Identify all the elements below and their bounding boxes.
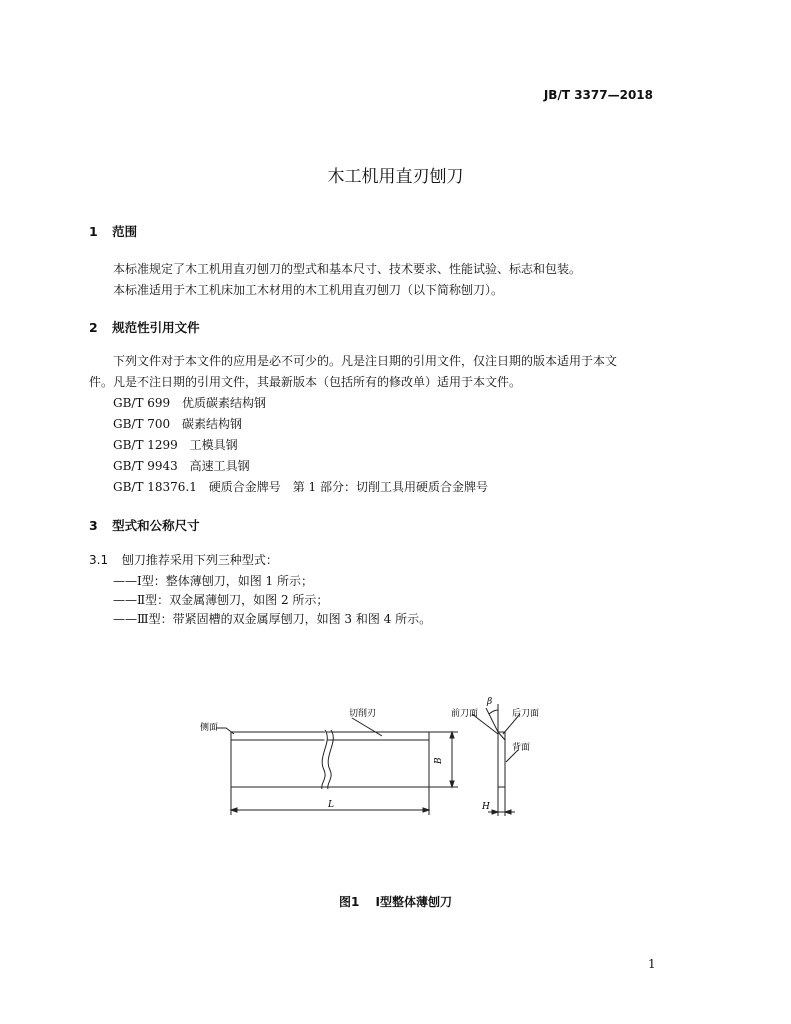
- clause-text: 刨刀推荐采用下列三种型式：: [121, 553, 278, 567]
- leader-cutting-edge: [352, 718, 382, 736]
- paragraph: 下列文件对于本文件的应用是必不可少的。凡是注日期的引用文件，仅注日期的版本适用于本文: [113, 354, 618, 368]
- reference-item: [113, 478, 488, 495]
- reference-item: [113, 436, 238, 453]
- reference-name: 碳素结构钢: [182, 417, 243, 431]
- caption-number: 图1: [338, 895, 360, 909]
- figure-1-caption: [0, 893, 791, 910]
- label-H: H: [482, 802, 490, 812]
- label-rake-face: 前刀面: [451, 709, 479, 719]
- clause-number: 3.1: [89, 553, 109, 567]
- list-item: ——Ⅱ型：双金属薄刨刀，如图 2 所示；: [113, 593, 329, 607]
- reference-name: 优质碳素结构钢: [182, 396, 267, 410]
- label-back-face: 背面: [512, 743, 531, 753]
- page-number: 1: [648, 957, 656, 971]
- paragraph: 本标准适用于木工机床加工木材用的木工机用直刃刨刀（以下简称刨刀）。: [113, 283, 504, 297]
- reference-name: 硬质合金牌号 第 1 部分：切削工具用硬质合金牌号: [208, 480, 488, 494]
- reference-code: GB/T 9943: [113, 459, 178, 473]
- list-item: ——Ⅰ型：整体薄刨刀，如图 1 所示；: [113, 574, 314, 588]
- section-3-title: 型式和公称尺寸: [112, 518, 200, 533]
- label-beta: β: [487, 697, 493, 707]
- list-item: ——Ⅲ型：带紧固槽的双金属厚刨刀，如图 3 和图 4 所示。: [113, 612, 432, 626]
- section-1-title: 范围: [112, 224, 138, 239]
- figure-1-drawing: [0, 690, 791, 830]
- reference-item: [113, 457, 250, 474]
- reference-name: 高速工具钢: [189, 459, 250, 473]
- blade-front-view: [216, 718, 458, 815]
- standard-number: JB/T 3377—2018: [543, 88, 653, 102]
- reference-code: GB/T 699: [113, 396, 171, 410]
- label-flank-face: 后刀面: [512, 709, 540, 719]
- blade-side-view: [472, 704, 520, 816]
- paragraph: 件。凡是不注日期的引用文件，其最新版本（包括所有的修改单）适用于本文件。: [89, 375, 522, 389]
- label-cutting-edge: 切削刃: [349, 709, 377, 719]
- paragraph: 本标准规定了木工机用直刃刨刀的型式和基本尺寸、技术要求、性能试验、标志和包装。: [113, 262, 582, 276]
- angle-beta-arc: [489, 710, 498, 714]
- reference-name: 工模具钢: [189, 438, 238, 452]
- section-3-heading: [89, 516, 200, 534]
- reference-code: GB/T 18376.1: [113, 480, 197, 494]
- label-side: 侧面: [200, 723, 219, 733]
- reference-item: [113, 394, 266, 411]
- section-1-number: 1: [89, 224, 98, 239]
- caption-text: Ⅰ型整体薄刨刀: [375, 895, 452, 909]
- clause-3-1: [89, 551, 278, 568]
- section-2-heading: [89, 318, 200, 336]
- break-line-right: [328, 730, 334, 789]
- label-B: B: [434, 757, 444, 764]
- section-1-heading: [89, 222, 137, 240]
- reference-code: GB/T 700: [113, 417, 171, 431]
- section-3-number: 3: [89, 518, 98, 533]
- reference-code: GB/T 1299: [113, 438, 178, 452]
- label-L: L: [328, 800, 334, 810]
- section-2-title: 规范性引用文件: [112, 320, 200, 335]
- document-title: 木工机用直刃刨刀: [327, 167, 464, 187]
- reference-item: [113, 415, 242, 432]
- section-outline: [498, 732, 505, 787]
- section-2-number: 2: [89, 320, 98, 335]
